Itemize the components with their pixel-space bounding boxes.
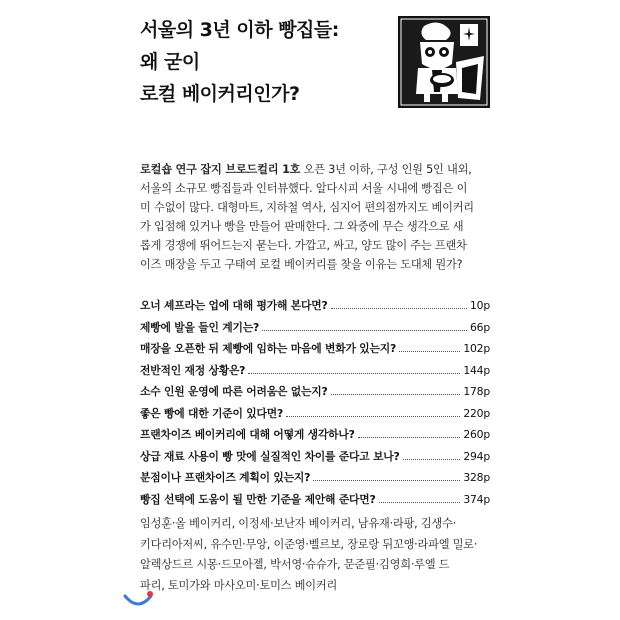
intro-line: 미 수없이 많다. 대형마트, 지하철 역사, 심지어 편의점까지도 베이커리 bbox=[140, 201, 474, 214]
toc-page: 328p bbox=[463, 471, 490, 484]
toc-page: 10p bbox=[470, 299, 490, 312]
toc-question: 전반적인 재정 상황은? bbox=[140, 363, 246, 377]
intro-paragraph bbox=[140, 160, 490, 274]
toc-page: 220p bbox=[463, 406, 490, 420]
toc-page: 178p bbox=[463, 385, 490, 398]
toc-question: 제빵에 발을 들인 계기는? bbox=[140, 320, 260, 334]
intro-line: 롭게 경쟁에 뛰어드는지 묻는다. 가깝고, 싸고, 양도 많이 주는 프랜차 bbox=[140, 239, 467, 252]
title-line: 서울의 3년 이하 빵집들: bbox=[140, 19, 339, 41]
intro-line bbox=[140, 160, 490, 179]
leader-dots bbox=[331, 308, 467, 309]
leader-dots bbox=[331, 394, 461, 395]
toc-entry bbox=[140, 470, 490, 492]
toc-page: 260p bbox=[463, 428, 490, 441]
toc-question: 좋은 빵에 대한 기준이 있다면? bbox=[140, 406, 284, 420]
toc-question: 프랜차이즈 베이커리에 대해 어떻게 생각하나? bbox=[140, 428, 355, 441]
names-line: 키다리아저씨, 유수민·무앙, 이준영·벨르보, 장로랑 뒤꼬앵·라파엘 밀로· bbox=[140, 537, 478, 551]
leader-dots bbox=[379, 502, 461, 503]
page-title bbox=[140, 14, 390, 110]
leader-dots bbox=[313, 480, 460, 481]
title-line: 왜 굳이 bbox=[140, 51, 200, 73]
toc-entry bbox=[140, 341, 490, 363]
intro-line: 서울의 소규모 빵집들과 인터뷰했다. 알다시피 서울 시내에 빵집은 이 bbox=[140, 182, 468, 195]
toc-entry bbox=[140, 449, 490, 471]
names-line: 임성훈·올 베이커리, 이정세·보난자 베이커리, 남유재·라팡, 김생수· bbox=[140, 517, 457, 530]
toc-question: 분점이나 프랜차이즈 계획이 있는지? bbox=[140, 471, 311, 484]
toc-entry bbox=[140, 320, 490, 342]
toc-entry bbox=[140, 363, 490, 385]
baker-illustration-icon bbox=[398, 16, 490, 108]
toc-question: 소수 인원 운영에 따른 어려움은 없는지? bbox=[140, 385, 328, 398]
names-line: 알렉상드르 시몽·드모아젤, 박서영·슈슈가, 문준필·김영희·루엘 드 bbox=[140, 558, 450, 571]
toc-page: 374p bbox=[463, 492, 490, 506]
leader-dots bbox=[286, 416, 460, 417]
intro-text: 오픈 3년 이하, 구성 인원 5인 내외, bbox=[300, 163, 472, 176]
leader-dots bbox=[248, 373, 460, 374]
smile-logo-icon bbox=[122, 588, 154, 612]
toc-question: 빵집 선택에 도움이 될 만한 기준을 제안해 준다면? bbox=[140, 492, 376, 506]
toc-entry bbox=[140, 384, 490, 406]
leader-dots bbox=[403, 459, 461, 460]
toc-page: 66p bbox=[470, 320, 490, 334]
toc-entry bbox=[140, 492, 490, 514]
intro-line: 이즈 매장을 두고 구태여 로컬 베이커리를 찾을 이유는 도대체 뭔가? bbox=[140, 258, 463, 271]
table-of-contents bbox=[140, 298, 490, 513]
leader-dots bbox=[399, 351, 460, 352]
toc-entry bbox=[140, 427, 490, 449]
leader-dots bbox=[358, 437, 461, 438]
toc-entry bbox=[140, 406, 490, 428]
names-line: 파리, 토미가와 마사오미·토미스 베이커리 bbox=[140, 578, 338, 592]
toc-page: 144p bbox=[463, 363, 490, 377]
intro-lead: 로컬숍 연구 잡지 브로드컬리 1호 bbox=[140, 163, 301, 176]
interviewee-list bbox=[140, 514, 490, 596]
toc-page: 102p bbox=[463, 342, 490, 355]
toc-page: 294p bbox=[463, 449, 490, 463]
leader-dots bbox=[262, 330, 467, 331]
toc-question: 오너 셰프라는 업에 대해 평가해 본다면? bbox=[140, 299, 328, 312]
toc-question: 매장을 오픈한 뒤 제빵에 임하는 마음에 변화가 있는지? bbox=[140, 342, 397, 355]
intro-line: 가 입점해 있거나 빵을 만들어 판매한다. 그 와중에 무슨 생각으로 새 bbox=[140, 220, 464, 233]
toc-question: 상급 재료 사용이 빵 맛에 실질적인 차이를 준다고 보나? bbox=[140, 449, 400, 463]
toc-entry bbox=[140, 298, 490, 320]
title-line: 로컬 베이커리인가? bbox=[140, 83, 300, 105]
